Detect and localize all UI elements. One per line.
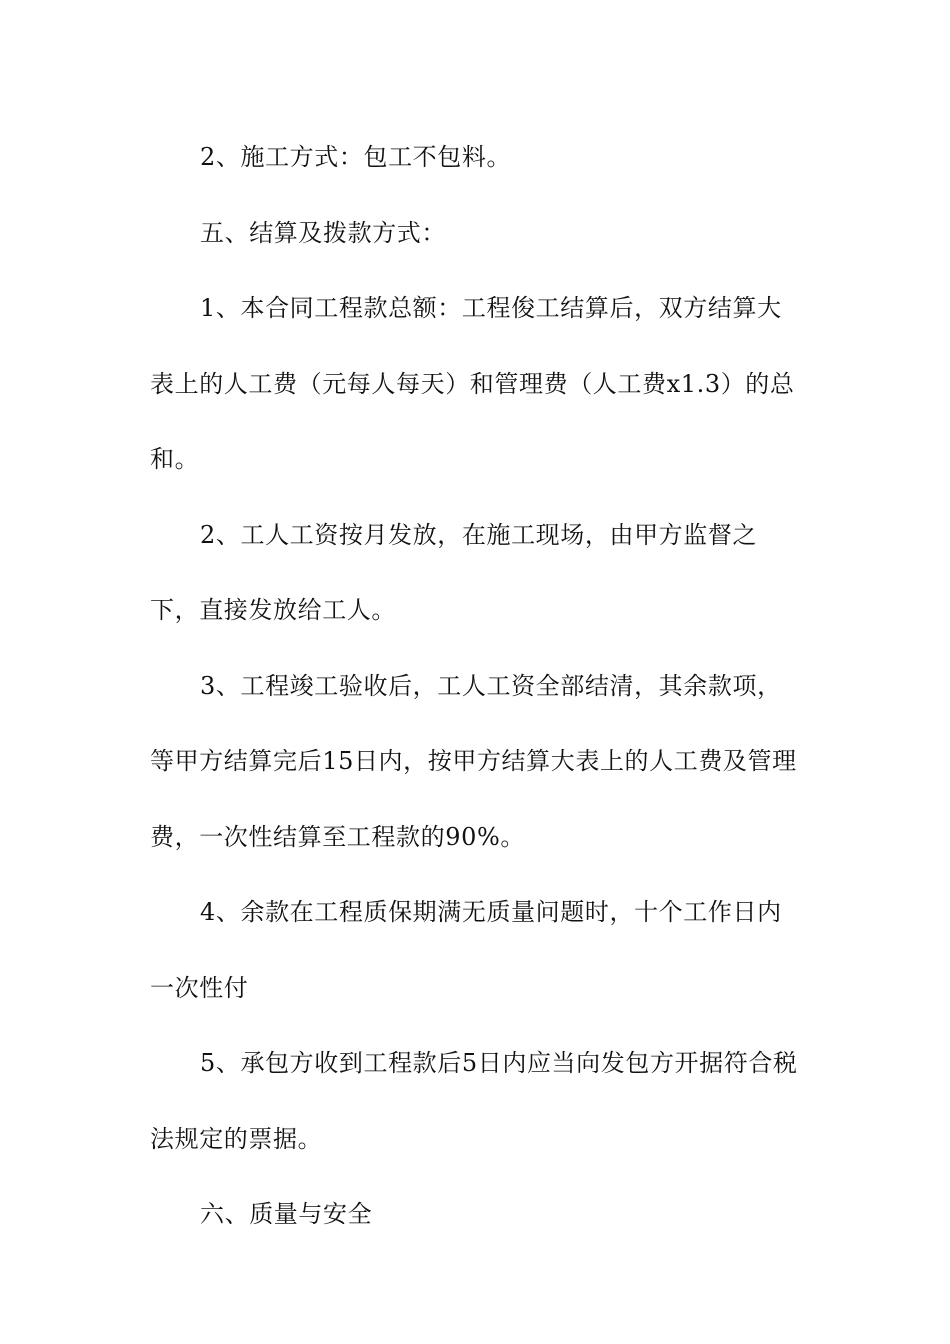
paragraph-monthly-wages: 2、工人工资按月发放，在施工现场，由甲方监督之下，直接发放给工人。 xyxy=(150,520,758,624)
document-body xyxy=(150,120,805,1253)
heading-settlement-payment: 五、结算及拨款方式： xyxy=(200,218,446,247)
paragraph-construction-method: 2、施工方式：包工不包料。 xyxy=(200,143,512,171)
paragraph-invoice: 5、承包方收到工程款后5日内应当向发包方开据符合税法规定的票据。 xyxy=(150,1049,798,1153)
heading-quality-safety: 六、质量与安全 xyxy=(200,1200,373,1228)
paragraph-total-amount: 1、本合同工程款总额：工程俊工结算后，双方结算大表上的人工费（元每人每天）和管理费（人工费x1.3）的总和。 xyxy=(150,294,795,473)
paragraph-completion-settlement: 3、工程竣工验收后，工人工资全部结清，其余款项，等甲方结算完后15日内，按甲方结算大表上的人工费及管理费，一次性结算至工程款的90%。 xyxy=(150,671,797,851)
paragraph-remaining-payment: 4、余款在工程质保期满无质量问题时，十个工作日内一次性付 xyxy=(150,898,782,1002)
